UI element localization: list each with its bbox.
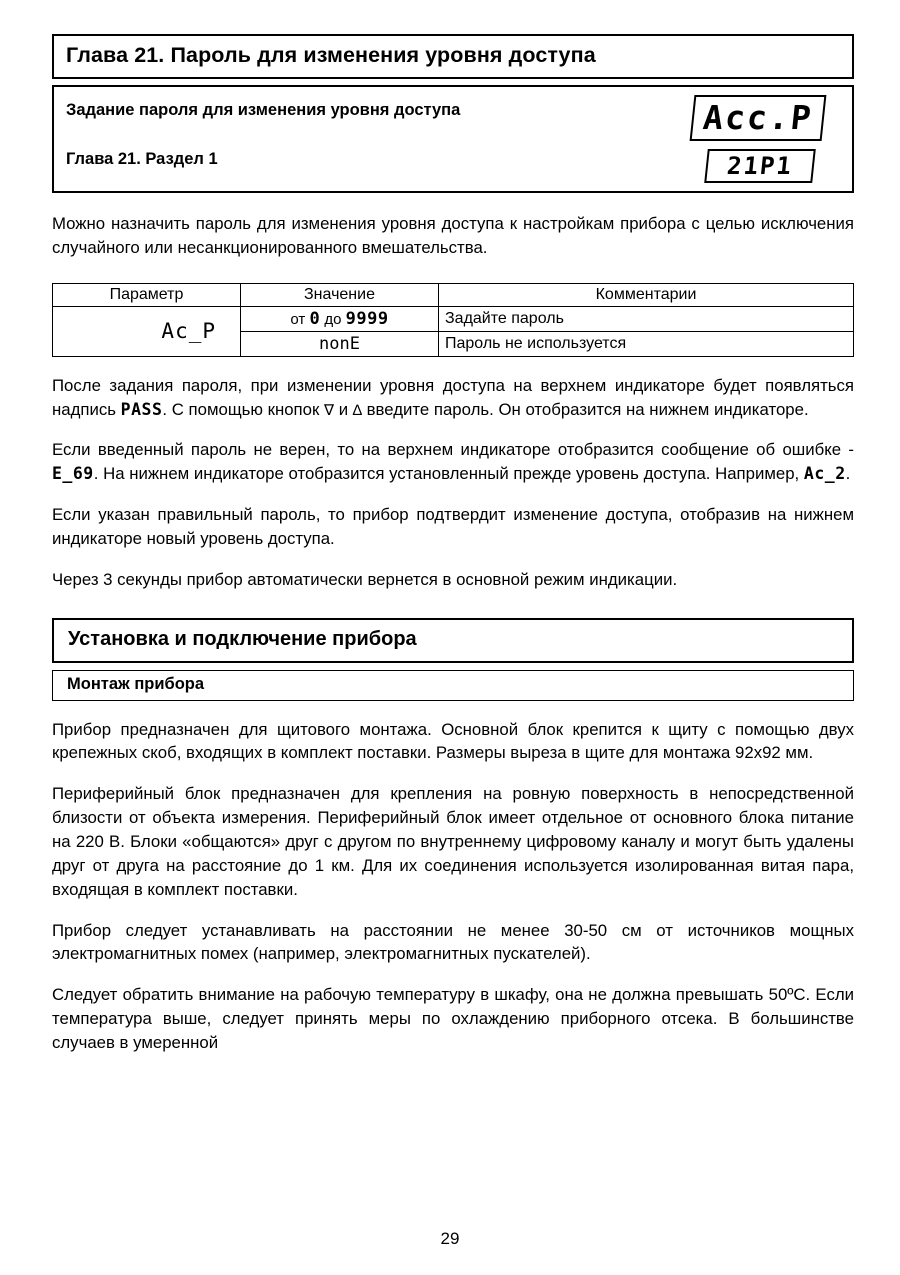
range-from: 0 xyxy=(309,308,321,329)
para1-text-c: и xyxy=(338,399,349,419)
install-paragraph-2: Периферийный блок предназначен для крепления на ровную поверхность в непосредственной близости от объекта измерения. Периферийный блок имеет отдельное от основного блока питание на 220 В. Блоки «общаются» друг с другом по внутреннему цифровому каналу и могут быть удалены друг от друга на расстояние до 1 км. Для их соединения используется изолированная витая пара, входящая в комплект поставки. xyxy=(52,784,854,899)
install-section-title: Установка и подключение прибора xyxy=(68,627,417,650)
range-prefix: от xyxy=(290,310,306,328)
install-subsection-title: Монтаж прибора xyxy=(67,674,205,693)
para1-text-d: введите пароль. Он отобразится на нижнем индикаторе. xyxy=(366,399,809,419)
wrong-password-paragraph xyxy=(52,438,854,486)
parameter-value-none: nonE xyxy=(241,331,439,356)
auto-return-paragraph: Через 3 секунды прибор автоматически вернется в основной режим индикации. xyxy=(52,569,678,589)
range-mid: до xyxy=(324,310,342,328)
table-header-parameter: Параметр xyxy=(53,283,241,306)
parameter-name: Ac_P xyxy=(53,306,241,356)
table-header-value: Значение xyxy=(241,283,439,306)
password-entry-paragraph xyxy=(52,374,854,422)
correct-password-paragraph: Если указан правильный пароль, то прибор подтвердит изменение доступа, отобразив на нижнем индикаторе новый уровень доступа. xyxy=(52,505,854,548)
para2-segment-access: Ac_2 xyxy=(803,464,846,484)
up-arrow-icon: ∆ xyxy=(352,401,362,419)
para2-text-c: . xyxy=(845,464,851,484)
para2-text-b: . На нижнем индикаторе отобразится установленный прежде уровень доступа. Например, xyxy=(93,464,800,484)
page-number: 29 xyxy=(440,1229,460,1248)
parameter-value-range xyxy=(241,306,439,331)
intro-paragraph: Можно назначить пароль для изменения уровня доступа к настройкам прибора с целью исключения случайного или несанкционированного вмешательства. xyxy=(52,214,854,257)
chapter-header-box xyxy=(52,34,854,79)
parameter-comment: Пароль не используется xyxy=(439,331,854,356)
section-subtitle: Глава 21. Раздел 1 xyxy=(66,150,218,168)
range-to: 9999 xyxy=(345,308,389,329)
lcd-display-bottom: 21P1 xyxy=(704,149,816,183)
section-title: Задание пароля для изменения уровня доступа xyxy=(66,101,461,119)
lcd-display-top: Acc.P xyxy=(690,95,827,141)
para2-text-a: Если введенный пароль не верен, то на верхнем индикаторе отобразится сообщение об ошибке - xyxy=(52,440,854,460)
para2-segment-error: E_69 xyxy=(52,464,94,484)
table-header-row xyxy=(53,283,854,306)
para1-text-b: . С помощью кнопок xyxy=(162,399,320,419)
parameter-comment: Задайте пароль xyxy=(439,306,854,331)
section-header-box xyxy=(52,85,854,193)
down-arrow-icon: ∇ xyxy=(324,401,335,419)
table-row xyxy=(53,306,854,331)
install-paragraph-1: Прибор предназначен для щитового монтажа. Основной блок крепится к щиту с помощью двух крепежных скоб, входящих в комплект поставки. Размеры выреза в щите для монтажа 92х92 мм. xyxy=(52,719,854,763)
para1-segment-pass: PASS xyxy=(120,399,163,419)
install-paragraph-4: Следует обратить внимание на рабочую температуру в шкафу, она не должна превышать 50ºС. Если температура выше, следует принять меры по охлаждению приборного отсека. В большинстве случаев в умеренной xyxy=(52,985,854,1052)
chapter-title: Глава 21. Пароль для изменения уровня доступа xyxy=(66,43,596,67)
install-section-bar xyxy=(52,618,854,663)
para1-text-a: После задания пароля, при изменении уровня доступа на верхнем индикаторе будет появляться надпись xyxy=(52,375,854,419)
parameter-table xyxy=(52,283,854,357)
install-subsection-bar xyxy=(52,670,854,701)
table-header-comment: Комментарии xyxy=(439,283,854,306)
install-paragraph-3: Прибор следует устанавливать на расстоянии не менее 30-50 см от источников мощных электромагнитных помех (например, электромагнитных пускателей). xyxy=(52,920,854,964)
